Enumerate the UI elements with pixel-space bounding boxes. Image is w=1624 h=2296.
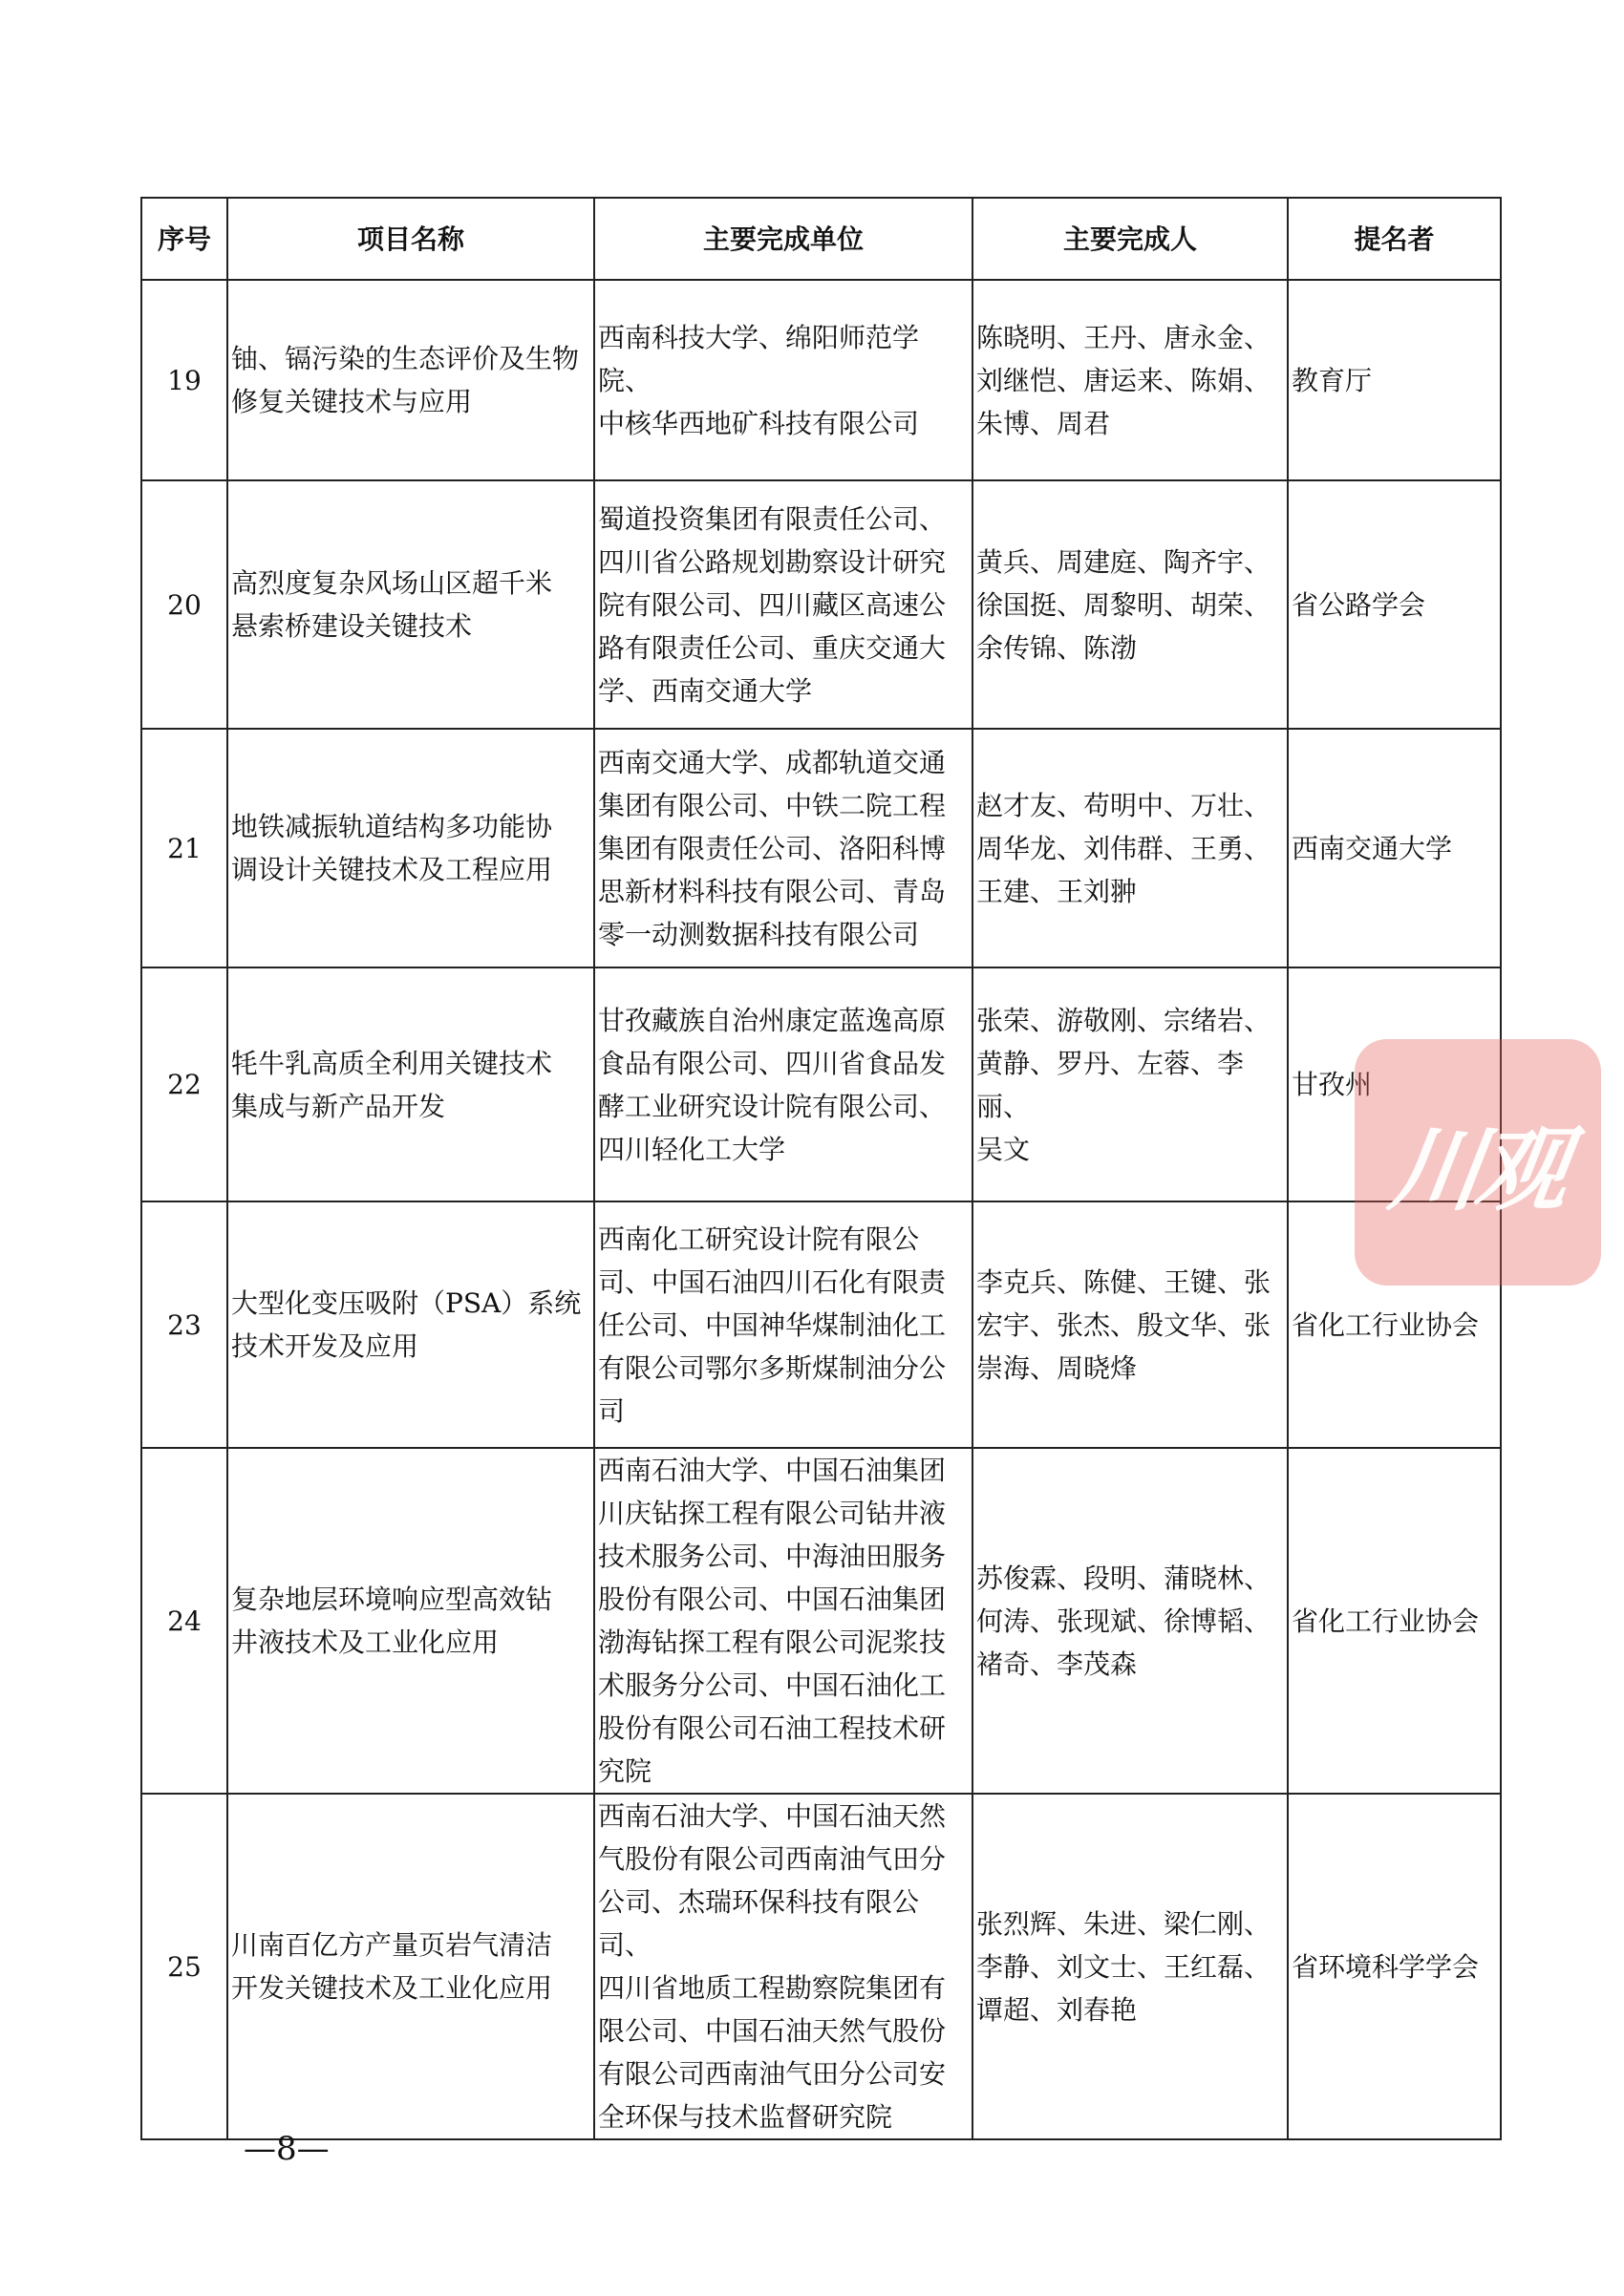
row-project-name xyxy=(227,1794,594,2139)
row-main-units-line: 院有限公司、四川藏区高速公 xyxy=(598,588,947,621)
row-nominator: 西南交通大学 xyxy=(1288,729,1501,967)
row-main-people xyxy=(972,280,1288,480)
row-main-people xyxy=(972,967,1288,1201)
row-main-units-line: 西南石油大学、中国石油天然 xyxy=(598,1800,947,1832)
row-main-people-line: 褚奇、李茂森 xyxy=(976,1648,1138,1680)
row-main-units xyxy=(594,480,972,729)
row-project-name xyxy=(227,1201,594,1448)
table-row xyxy=(141,1794,1501,2139)
row-main-units-line: 股份有限公司石油工程技术研 xyxy=(598,1712,947,1744)
table-header-row xyxy=(141,198,1501,280)
table-row xyxy=(141,729,1501,967)
header-main-people: 主要完成人 xyxy=(972,198,1288,280)
table-row xyxy=(141,967,1501,1201)
watermark-text: 川观 xyxy=(1383,1116,1571,1223)
row-project-name xyxy=(227,967,594,1201)
row-main-units-line: 究院 xyxy=(598,1755,652,1787)
table-row xyxy=(141,280,1501,480)
row-main-people-line: 吴文 xyxy=(976,1133,1031,1165)
row-project-name-line: 大型化变压吸附（PSA）系统 xyxy=(231,1287,582,1319)
row-nominator: 省环境科学学会 xyxy=(1288,1794,1501,2139)
row-main-units-line: 学、西南交通大学 xyxy=(598,674,813,707)
row-main-people-line: 王建、王刘翀 xyxy=(976,875,1138,907)
row-project-name-line: 复杂地层环境响应型高效钻 xyxy=(231,1584,553,1615)
row-project-name-line: 技术开发及应用 xyxy=(231,1330,419,1362)
row-project-name-line: 牦牛乳高质全利用关键技术 xyxy=(231,1047,553,1079)
row-main-units-line: 思新材料科技有限公司、青岛 xyxy=(598,875,947,907)
row-main-units xyxy=(594,280,972,480)
row-seq: 25 xyxy=(141,1794,227,2139)
row-main-people xyxy=(972,729,1288,967)
row-project-name-line: 川南百亿方产量页岩气清洁 xyxy=(231,1929,553,1961)
table-row xyxy=(141,1448,1501,1794)
row-main-people-line: 刘继恺、唐运来、陈娟、 xyxy=(976,364,1271,396)
row-main-people xyxy=(972,480,1288,729)
row-main-units-line: 公司、杰瑞环保科技有限公司、 xyxy=(598,1886,920,1961)
row-main-units-line: 酵工业研究设计院有限公司、 xyxy=(598,1090,947,1122)
row-main-units-line: 技术服务公司、中海油田服务 xyxy=(598,1541,947,1572)
row-main-units-line: 西南交通大学、成都轨道交通 xyxy=(598,746,947,778)
row-main-units-line: 全环保与技术监督研究院 xyxy=(598,2101,893,2133)
row-main-units-line: 中核华西地矿科技有限公司 xyxy=(598,407,920,439)
row-nominator: 省化工行业协会 xyxy=(1288,1201,1501,1448)
row-main-units-line: 股份有限公司、中国石油集团 xyxy=(598,1584,947,1615)
header-main-units: 主要完成单位 xyxy=(594,198,972,280)
row-project-name-line: 铀、镉污染的生态评价及生物 xyxy=(231,343,580,374)
row-main-units-line: 有限公司西南油气田分公司安 xyxy=(598,2058,947,2090)
row-seq: 24 xyxy=(141,1448,227,1794)
row-main-people-line: 苏俊霖、段明、蒲晓林、 xyxy=(976,1562,1271,1594)
row-main-units-line: 四川省公路规划勘察设计研究 xyxy=(598,545,947,578)
watermark-logo xyxy=(1355,1039,1601,1286)
table-body xyxy=(141,280,1501,2139)
row-main-units-line: 食品有限公司、四川省食品发 xyxy=(598,1047,947,1079)
row-main-units-line: 路有限责任公司、重庆交通大 xyxy=(598,631,947,664)
row-main-people-line: 黄兵、周建庭、陶齐宇、 xyxy=(976,545,1271,578)
row-main-units-line: 四川轻化工大学 xyxy=(598,1133,786,1165)
row-seq: 20 xyxy=(141,480,227,729)
row-main-people-line: 张荣、游敬刚、宗绪岩、 xyxy=(976,1004,1271,1036)
row-project-name-line: 井液技术及工业化应用 xyxy=(231,1626,500,1658)
row-nominator: 甘孜州 xyxy=(1288,967,1501,1201)
row-project-name-line: 修复关键技术与应用 xyxy=(231,386,473,417)
row-project-name-line: 悬索桥建设关键技术 xyxy=(231,610,473,642)
row-main-people-line: 崇海、周晓烽 xyxy=(976,1351,1138,1384)
row-project-name xyxy=(227,280,594,480)
row-main-units-line: 甘孜藏族自治州康定蓝逸高原 xyxy=(598,1004,947,1036)
row-project-name xyxy=(227,1448,594,1794)
row-main-units xyxy=(594,1448,972,1794)
row-main-units-line: 川庆钻探工程有限公司钻井液 xyxy=(598,1498,947,1529)
row-main-units-line: 西南科技大学、绵阳师范学院、 xyxy=(598,321,920,396)
row-nominator: 省公路学会 xyxy=(1288,480,1501,729)
row-seq: 22 xyxy=(141,967,227,1201)
row-project-name-line: 地铁减振轨道结构多功能协 xyxy=(231,811,553,842)
award-table xyxy=(140,197,1502,2140)
row-main-people-line: 赵才友、苟明中、万壮、 xyxy=(976,789,1271,821)
row-main-units-line: 蜀道投资集团有限责任公司、 xyxy=(598,502,947,535)
row-nominator: 教育厅 xyxy=(1288,280,1501,480)
row-main-people-line: 谭超、刘春艳 xyxy=(976,1993,1138,2026)
row-main-people-line: 黄静、罗丹、左蓉、李丽、 xyxy=(976,1047,1245,1122)
table-row xyxy=(141,1201,1501,1448)
header-seq: 序号 xyxy=(141,198,227,280)
row-main-people-line: 何涛、张现斌、徐博韬、 xyxy=(976,1605,1271,1637)
row-nominator: 省化工行业协会 xyxy=(1288,1448,1501,1794)
row-main-units-line: 司、中国石油四川石化有限责 xyxy=(598,1265,947,1298)
row-main-people-line: 周华龙、刘伟群、王勇、 xyxy=(976,832,1271,864)
row-project-name xyxy=(227,480,594,729)
row-main-units-line: 集团有限公司、中铁二院工程 xyxy=(598,789,947,821)
row-main-units-line: 西南石油大学、中国石油集团 xyxy=(598,1455,947,1486)
row-main-units-line: 限公司、中国石油天然气股份 xyxy=(598,2015,947,2047)
row-seq: 19 xyxy=(141,280,227,480)
row-main-units xyxy=(594,1201,972,1448)
row-project-name-line: 开发关键技术及工业化应用 xyxy=(231,1972,553,2004)
row-main-people-line: 朱博、周君 xyxy=(976,407,1111,439)
row-main-units-line: 有限公司鄂尔多斯煤制油分公 xyxy=(598,1351,947,1384)
row-main-units-line: 集团有限责任公司、洛阳科博 xyxy=(598,832,947,864)
row-main-people-line: 李克兵、陈健、王键、张 xyxy=(976,1265,1271,1298)
page-number: —8— xyxy=(244,2130,330,2168)
row-main-people xyxy=(972,1448,1288,1794)
table-row xyxy=(141,480,1501,729)
row-main-people-line: 张烈辉、朱进、梁仁刚、 xyxy=(976,1907,1271,1940)
row-main-people-line: 宏宇、张杰、殷文华、张 xyxy=(976,1308,1271,1341)
row-main-people-line: 徐国挺、周黎明、胡荣、 xyxy=(976,588,1271,621)
row-main-units-line: 气股份有限公司西南油气田分 xyxy=(598,1843,947,1875)
row-main-units-line: 渤海钻探工程有限公司泥浆技 xyxy=(598,1626,947,1658)
row-main-people xyxy=(972,1201,1288,1448)
row-main-units xyxy=(594,967,972,1201)
row-main-people-line: 余传锦、陈渤 xyxy=(976,631,1138,664)
header-nominator: 提名者 xyxy=(1288,198,1501,280)
row-main-people-line: 陈晓明、王丹、唐永金、 xyxy=(976,321,1271,353)
row-main-units-line: 术服务分公司、中国石油化工 xyxy=(598,1669,947,1701)
row-main-people xyxy=(972,1794,1288,2139)
row-main-units-line: 司 xyxy=(598,1394,626,1427)
row-seq: 21 xyxy=(141,729,227,967)
row-main-units-line: 四川省地质工程勘察院集团有 xyxy=(598,1972,947,2004)
row-project-name-line: 调设计关键技术及工程应用 xyxy=(231,854,553,885)
row-main-units xyxy=(594,729,972,967)
row-main-units xyxy=(594,1794,972,2139)
row-main-units-line: 零一动测数据科技有限公司 xyxy=(598,918,920,950)
header-project-name: 项目名称 xyxy=(227,198,594,280)
row-main-people-line: 李静、刘文士、王红磊、 xyxy=(976,1950,1271,1983)
row-main-units-line: 任公司、中国神华煤制油化工 xyxy=(598,1308,947,1341)
row-project-name-line: 高烈度复杂风场山区超千米 xyxy=(231,567,553,599)
row-project-name xyxy=(227,729,594,967)
row-main-units-line: 西南化工研究设计院有限公 xyxy=(598,1222,920,1255)
row-project-name-line: 集成与新产品开发 xyxy=(231,1090,446,1122)
row-seq: 23 xyxy=(141,1201,227,1448)
